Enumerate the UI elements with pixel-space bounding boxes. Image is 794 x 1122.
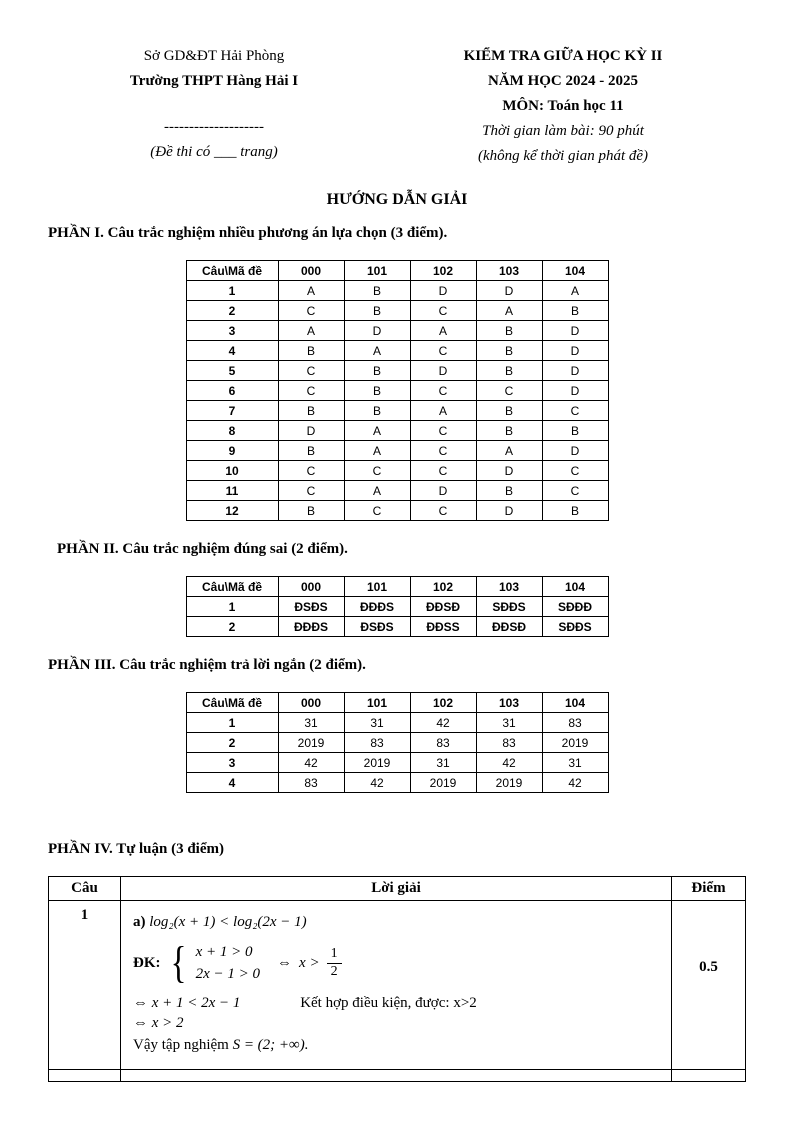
table-row [186,501,608,521]
table-row [186,361,608,381]
table-row [186,773,608,793]
answer-cell: C [410,301,476,321]
answer-cell: 2019 [476,773,542,793]
answer-cell: 31 [542,753,608,773]
answer-cell: B [278,401,344,421]
col-header: Câu\Mã đề [186,577,278,597]
answer-cell: C [410,341,476,361]
answer-cell: D [476,461,542,481]
answer-cell: C [476,381,542,401]
exam-title: KIỂM TRA GIỮA HỌC KỲ II [463,48,663,64]
answer-cell: C [410,421,476,441]
answer-cell: 83 [542,713,608,733]
part2-table-wrap [48,558,746,641]
system-line-1: x + 1 > 0 [195,944,253,960]
table-row [186,401,608,421]
answer-cell: B [344,361,410,381]
col-header: 103 [476,693,542,713]
answer-cell: D [542,441,608,461]
table-row [186,301,608,321]
inequality-expression: log₂(x + 1) < log₂(2x − 1) [149,914,307,930]
duration: Thời gian làm bài: 90 phút [482,123,644,139]
answer-cell: 42 [410,713,476,733]
answer-cell: A [278,321,344,341]
answer-cell: B [344,281,410,301]
answer-cell: SĐĐS [476,597,542,617]
empty-cell [672,1070,746,1082]
col-header: 101 [344,261,410,281]
answer-cell: 83 [344,733,410,753]
solution-line-4 [133,1015,659,1032]
col-header: Câu\Mã đề [186,261,278,281]
answer-cell: A [476,301,542,321]
col-header: 000 [278,693,344,713]
item-label: a) [133,914,146,930]
col-header: 000 [278,261,344,281]
col-header: 102 [410,693,476,713]
answer-cell: ĐSĐS [278,597,344,617]
question-number: 12 [186,501,278,521]
answer-cell: 2019 [410,773,476,793]
table-row [186,733,608,753]
answer-cell: SĐĐĐ [542,597,608,617]
answer-cell: B [476,321,542,341]
essay-empty-row [49,1070,746,1082]
solution-line-a [133,914,659,931]
fraction-denominator: 2 [327,963,342,980]
table-row [186,481,608,501]
col-header: 103 [476,577,542,597]
answer-cell: 83 [476,733,542,753]
answer-cell: D [542,361,608,381]
answer-cell: B [476,361,542,381]
solution-set: S = (2; +∞). [232,1037,309,1053]
answer-cell: D [542,341,608,361]
table-row [186,597,608,617]
essay-header-row [49,877,746,901]
col-header: 103 [476,261,542,281]
divider-dashes: -------------------- [164,119,264,135]
table-row [186,617,608,637]
answer-cell: B [542,301,608,321]
col-header: 000 [278,577,344,597]
answer-cell: B [542,501,608,521]
col-header: 104 [542,577,608,597]
answer-cell: A [278,281,344,301]
part3-answer-table [186,692,609,793]
table-row [186,753,608,773]
answer-cell: C [542,461,608,481]
answer-cell: A [542,281,608,301]
solution-cell [121,901,672,1070]
answer-cell: 42 [476,753,542,773]
answer-cell: A [344,421,410,441]
answer-cell: 42 [344,773,410,793]
answer-cell: A [344,341,410,361]
final-inequality: ⇔ x > 2 [133,1015,184,1031]
department-name: Sở GD&ĐT Hải Phòng [143,48,285,64]
question-number: 1 [186,597,278,617]
header-left [48,44,380,169]
answer-cell: B [476,481,542,501]
answer-cell: C [278,361,344,381]
question-number: 1 [186,281,278,301]
answer-cell: B [476,401,542,421]
answer-cell: D [410,281,476,301]
answer-cell: C [278,481,344,501]
answer-cell: C [278,381,344,401]
col-header: 102 [410,577,476,597]
answer-cell: 31 [476,713,542,733]
score-cell: 0.5 [672,901,746,1070]
answer-cell: C [278,461,344,481]
answer-cell: D [410,361,476,381]
answer-cell: C [278,301,344,321]
answer-cell: D [476,501,542,521]
header-row [186,693,608,713]
answer-cell: C [410,381,476,401]
question-number: 11 [186,481,278,501]
answer-cell: C [344,461,410,481]
answer-cell: C [410,441,476,461]
table-row [186,321,608,341]
answer-cell: D [476,281,542,301]
fraction-one-half [327,946,342,979]
equivalence-step: ⇔ x + 1 < 2x − 1 [133,995,241,1011]
answer-cell: 42 [542,773,608,793]
x-greater: x > [299,954,320,971]
col-header-cau: Câu [49,877,121,901]
answer-cell: C [542,401,608,421]
answer-cell: B [344,381,410,401]
iff-arrow: ⇔ [277,954,293,971]
question-number: 1 [49,901,121,1070]
answer-cell: A [344,441,410,461]
duration-note: (không kể thời gian phát đề) [477,148,649,164]
part4-essay-table [48,876,746,1082]
system-brace: { [170,938,186,987]
answer-cell: ĐĐĐS [278,617,344,637]
table-row [186,461,608,481]
col-header: 101 [344,577,410,597]
answer-cell: B [542,421,608,441]
answer-cell: B [278,501,344,521]
answer-cell: 2019 [542,733,608,753]
answer-cell: 31 [410,753,476,773]
answer-cell: 31 [344,713,410,733]
solution-conclusion [133,1037,659,1054]
essay-row-1 [49,901,746,1070]
header-right [380,44,746,169]
answer-cell: 31 [278,713,344,733]
header-row [186,261,608,281]
system-line-2: 2x − 1 > 0 [195,966,261,982]
part2-answer-table [186,576,609,637]
question-number: 1 [186,713,278,733]
combine-condition-note: Kết hợp điều kiện, được: x>2 [300,995,477,1011]
answer-cell: B [476,341,542,361]
answer-cell: ĐĐĐS [344,597,410,617]
inequality-system [196,941,260,985]
document-title: HƯỚNG DẪN GIẢI [326,191,468,208]
question-number: 5 [186,361,278,381]
table-row [186,341,608,361]
answer-cell: 2019 [278,733,344,753]
conclusion-text: Vậy tập nghiệm [133,1037,229,1053]
part1-table-wrap [48,242,746,525]
answer-cell: C [410,461,476,481]
fraction-numerator: 1 [330,946,338,962]
answer-cell: ĐSĐS [344,617,410,637]
answer-cell: D [410,481,476,501]
question-number: 2 [186,617,278,637]
answer-cell: A [410,401,476,421]
answer-cell: B [344,301,410,321]
answer-cell: D [542,321,608,341]
answer-cell: C [344,501,410,521]
answer-cell: ĐĐSS [410,617,476,637]
table-row [186,713,608,733]
answer-cell: 83 [278,773,344,793]
table-row [186,281,608,301]
answer-cell: B [344,401,410,421]
part1-answer-table [186,260,609,521]
document-header [48,44,746,169]
answer-cell: A [410,321,476,341]
question-number: 4 [186,773,278,793]
answer-cell: A [344,481,410,501]
part3-heading: PHẦN III. Câu trắc nghiệm trả lời ngắn (2 điểm). [48,657,366,673]
col-header: Câu\Mã đề [186,693,278,713]
dk-label: ĐK: [133,954,161,971]
table-row [186,441,608,461]
answer-cell: SĐĐS [542,617,608,637]
subject: MÔN: Toán học 11 [502,98,624,114]
empty-cell [121,1070,672,1082]
col-header-diem: Điểm [672,877,746,901]
answer-cell: C [410,501,476,521]
question-number: 2 [186,733,278,753]
answer-cell: C [542,481,608,501]
answer-cell: ĐĐSĐ [476,617,542,637]
question-number: 3 [186,321,278,341]
question-number: 3 [186,753,278,773]
answer-cell: D [344,321,410,341]
answer-cell: A [476,441,542,461]
school-year: NĂM HỌC 2024 - 2025 [488,73,638,89]
part4-heading: PHẦN IV. Tự luận (3 điểm) [48,841,224,857]
question-number: 10 [186,461,278,481]
col-header: 101 [344,693,410,713]
col-header: 104 [542,261,608,281]
pages-note: (Đề thi có ___ trang) [150,144,278,160]
question-number: 4 [186,341,278,361]
col-header: 104 [542,693,608,713]
solution-line-3 [133,995,659,1012]
answer-cell: ĐĐSĐ [410,597,476,617]
answer-cell: B [278,341,344,361]
answer-cell: 42 [278,753,344,773]
condition-row [133,939,659,987]
answer-cell: B [476,421,542,441]
answer-cell: D [542,381,608,401]
header-spacer [48,94,380,115]
question-number: 7 [186,401,278,421]
question-number: 2 [186,301,278,321]
table-row [186,421,608,441]
school-name: Trường THPT Hàng Hải I [129,73,299,89]
part2-heading: PHẦN II. Câu trắc nghiệm đúng sai (2 điểm). [57,541,348,557]
answer-cell: 2019 [344,753,410,773]
col-header: 102 [410,261,476,281]
table-row [186,381,608,401]
answer-cell: D [278,421,344,441]
question-number: 9 [186,441,278,461]
question-number: 8 [186,421,278,441]
empty-cell [49,1070,121,1082]
col-header-loigiai: Lời giải [121,877,672,901]
header-row [186,577,608,597]
question-number: 6 [186,381,278,401]
part1-heading: PHẦN I. Câu trắc nghiệm nhiều phương án lựa chọn (3 điểm). [48,225,448,241]
part3-table-wrap [48,674,746,797]
answer-cell: B [278,441,344,461]
answer-cell: 83 [410,733,476,753]
